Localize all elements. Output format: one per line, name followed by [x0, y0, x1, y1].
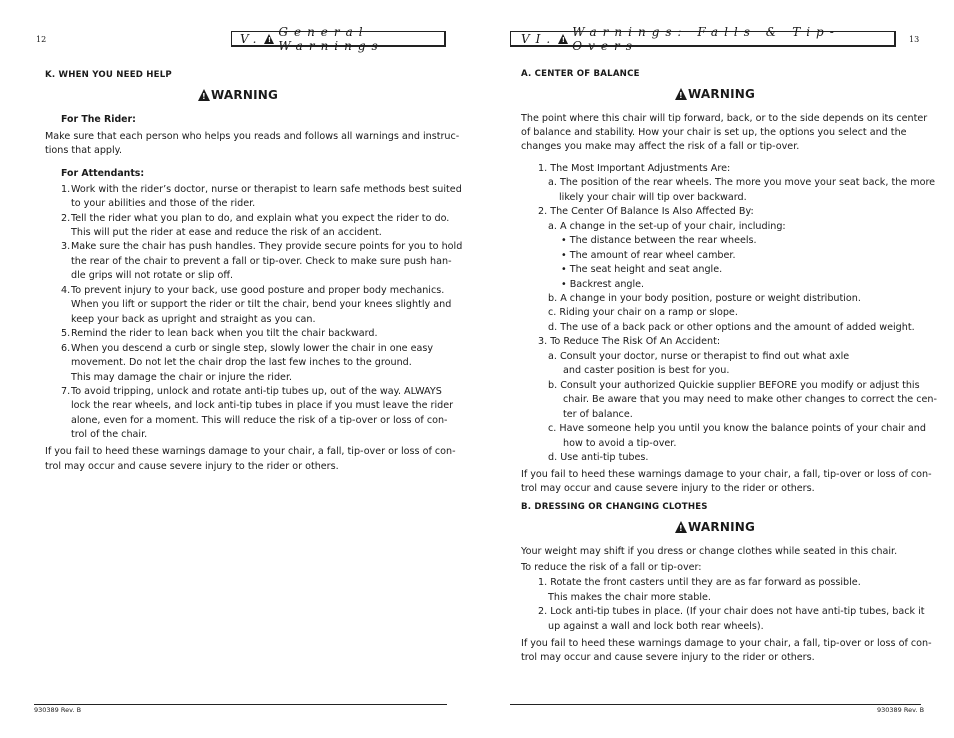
list-line: likely your chair will tip over backward.	[559, 192, 747, 203]
warning-heading	[675, 520, 755, 534]
closing-line: If you fail to heed these warnings damage to your chair, a fall, tip-over or loss of con-	[45, 446, 456, 457]
section-b-title: B. DRESSING OR CHANGING CLOTHES	[521, 502, 708, 512]
list-item-line: to your abilities and those of the rider.	[71, 198, 256, 209]
bullet-line: • Backrest angle.	[561, 279, 645, 290]
list-item-number: 2.	[61, 213, 71, 224]
list-item-line: lock the rear wheels, and lock anti-tip tubes in place if you must leave the rider	[71, 400, 454, 411]
list-item-line: Make sure the chair has push handles. They provide secure points for you to hold	[71, 241, 463, 252]
list-line: how to avoid a tip-over.	[563, 438, 677, 449]
list-item-line: Work with the rider’s doctor, nurse or therapist to learn safe methods best suited	[71, 184, 462, 195]
rider-text-line: Make sure that each person who helps you reads and follows all warnings and instruc-	[45, 131, 460, 142]
right-page	[477, 0, 954, 738]
list-line: b. A change in your body position, posture or weight distribution.	[548, 293, 861, 304]
list-item-line: When you lift or support the rider or tilt the chair, bend your knees slightly and	[71, 299, 452, 310]
warning-triangle-icon	[198, 89, 210, 101]
list-item-line: the rear of the chair to prevent a fall or tip-over. Check to make sure push han-	[71, 256, 452, 267]
page-number: 12	[36, 35, 47, 44]
intro-line: changes you make may affect the risk of a fall or tip-over.	[521, 141, 800, 152]
list-line: 2. Lock anti-tip tubes in place. (If your chair does not have anti-tip tubes, back it	[538, 606, 925, 617]
warning-heading	[675, 87, 755, 101]
warning-label: WARNING	[688, 87, 756, 101]
b-intro: Your weight may shift if you dress or change clothes while seated in this chair.	[521, 546, 898, 557]
list-item-number: 5.	[61, 328, 71, 339]
list-item-number: 7.	[61, 386, 71, 397]
warning-label: WARNING	[688, 520, 756, 534]
header-prefix: VI.	[521, 31, 557, 46]
list-line: chair. Be aware that you may need to make other changes to correct the cen-	[563, 394, 937, 405]
attendants-heading: For Attendants:	[61, 168, 145, 179]
rider-heading: For The Rider:	[61, 114, 136, 125]
list-item-line: alone, even for a moment. This will reduce the risk of a tip-over or loss of con-	[71, 415, 448, 426]
section-header	[510, 24, 896, 53]
warning-heading	[198, 88, 278, 102]
list-line: 3. To Reduce The Risk Of An Accident:	[538, 336, 721, 347]
header-title: General Warnings	[278, 24, 384, 53]
list-line: 1. The Most Important Adjustments Are:	[538, 163, 731, 174]
b-lead: To reduce the risk of a fall or tip-over:	[521, 562, 702, 573]
intro-line: of balance and stability. How your chair is set up, the options you select and the	[521, 127, 907, 138]
list-item-line: This will put the rider at ease and reduce the risk of an accident.	[71, 227, 382, 238]
rider-text-line: tions that apply.	[45, 145, 123, 156]
list-item-number: 6.	[61, 343, 71, 354]
list-line: d. Use anti-tip tubes.	[548, 452, 649, 463]
list-line: b. Consult your authorized Quickie supplier BEFORE you modify or adjust this	[548, 380, 920, 391]
list-item-number: 4.	[61, 285, 71, 296]
section-title: K. WHEN YOU NEED HELP	[45, 70, 172, 80]
warning-triangle-icon	[675, 521, 687, 533]
list-line: c. Riding your chair on a ramp or slope.	[548, 307, 738, 318]
list-item-line: When you descend a curb or single step, slowly lower the chair in one easy	[71, 343, 434, 354]
list-item-line: movement. Do not let the chair drop the last few inches to the ground.	[71, 357, 412, 368]
list-item-number: 1.	[61, 184, 71, 195]
list-line: 2. The Center Of Balance Is Also Affected By:	[538, 206, 754, 217]
closing-line: If you fail to heed these warnings damage to your chair, a fall, tip-over or loss of con-	[521, 469, 932, 480]
list-line: a. The position of the rear wheels. The more you move your seat back, the more	[548, 177, 936, 188]
list-item-line: To prevent injury to your back, use good posture and proper body mechanics.	[71, 285, 445, 296]
bullet-line: • The distance between the rear wheels.	[561, 235, 757, 246]
page-number: 13	[909, 35, 920, 44]
bullet-line: • The seat height and seat angle.	[561, 264, 723, 275]
closing-line: If you fail to heed these warnings damage to your chair, a fall, tip-over or loss of con-	[521, 638, 932, 649]
list-item-line: dle grips will not rotate or slip off.	[71, 270, 234, 281]
list-line: This makes the chair more stable.	[548, 592, 711, 603]
footer-rule	[34, 704, 447, 705]
list-line: a. Consult your doctor, nurse or therapist to find out what axle	[548, 351, 850, 362]
section-header	[231, 24, 446, 53]
list-item-line: Remind the rider to lean back when you tilt the chair backward.	[71, 328, 378, 339]
closing-line: trol may occur and cause severe injury to the rider or others.	[45, 461, 339, 472]
warning-triangle-icon	[558, 34, 568, 44]
closing-line: trol may occur and cause severe injury to the rider or others.	[521, 652, 815, 663]
header-prefix: V.	[240, 31, 263, 46]
list-line: d. The use of a back pack or other options and the amount of added weight.	[548, 322, 915, 333]
list-item-line: To avoid tripping, unlock and rotate anti-tip tubes up, out of the way. ALWAYS	[71, 386, 442, 397]
bullet-line: • The amount of rear wheel camber.	[561, 250, 736, 261]
list-line: c. Have someone help you until you know the balance points of your chair and	[548, 423, 926, 434]
header-title: Warnings: Falls & Tip-Overs	[572, 24, 840, 53]
list-line: and caster position is best for you.	[563, 365, 730, 376]
list-item-line: This may damage the chair or injure the rider.	[71, 372, 293, 383]
list-line: up against a wall and lock both rear wheels).	[548, 621, 764, 632]
warning-triangle-icon	[675, 88, 687, 100]
closing-line: trol may occur and cause severe injury to the rider or others.	[521, 483, 815, 494]
list-item-number: 3.	[61, 241, 71, 252]
intro-line: The point where this chair will tip forward, back, or to the side depends on its center	[521, 113, 928, 124]
list-item-line: Tell the rider what you plan to do, and explain what you expect the rider to do.	[71, 213, 450, 224]
list-item-line: keep your back as upright and straight as you can.	[71, 314, 316, 325]
list-item-line: trol of the chair.	[71, 429, 148, 440]
footer-code: 930389 Rev. B	[34, 706, 82, 714]
section-a-title: A. CENTER OF BALANCE	[521, 69, 640, 79]
footer-rule	[510, 704, 921, 705]
list-line: a. A change in the set-up of your chair, including:	[548, 221, 786, 232]
warning-triangle-icon	[264, 34, 274, 44]
list-line: ter of balance.	[563, 409, 633, 420]
list-line: 1. Rotate the front casters until they are as far forward as possible.	[538, 577, 861, 588]
footer-code: 930389 Rev. B	[877, 706, 925, 714]
warning-label: WARNING	[211, 88, 279, 102]
